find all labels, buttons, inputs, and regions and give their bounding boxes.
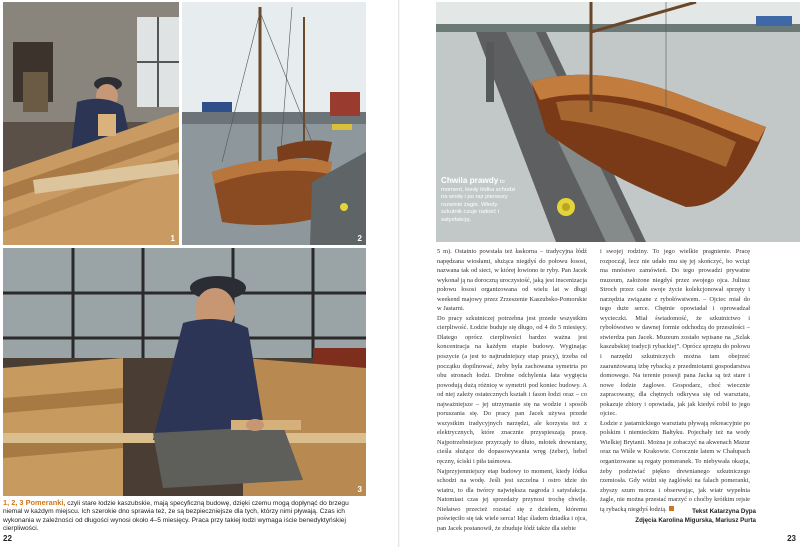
column-1-paragraph: 5 m). Ostatnio powstała też łaskorna – tradycyjna łódź napędzana wiosłami, służąca niegdyś do połowu łososi, nazwana tak od sieci, w której łowiono te ryby. Pan Jacek wykonał ją na doroczną uroczystość, jaką jest inscenizacja połowu łososi organizowana od wielu lat w długi weekend majowy przez Zrzeszenie Kaszubsko-Pomorskie w Jastarni. <box>437 248 587 313</box>
column-2-paragraph: i swojej rodziny. To jego wielkie pragnienie. Pracę rozpoczął, lecz nie udało mu się jej skończyć, bo wciąż ma mnóstwo zamówień. Do tego prowadzi prywatne muzeum, założone niegdyś przez swojego ojca. Juliusz Stroch przez całe swoje życie kolekcjonował sprzęty i narzędzia związane z rybołówstwem. – Ojciec miał do tego duże serce. Chętnie opowiadał i oprowadzał wycieczki. Miał świadomość, że szkutnictwo i rybołówstwo w dawnej formie odchodzą do przeszłości – stwierdza pan Jacek. Muzeum zostało wpisane na „Szlak kaszubskiej tradycji rybackiej”. Oprócz sprzętu do połowu i narzędzi szkutniczych można tam obejrzeć zaaranżowaną izbę rybacką z przedmiotami gospodarstwa domowego. Na terenie posesji pana Jacka są też stare i nowe łodzie żaglowe. Gospodarz, choć wiecznie zapracowany, dla chętnych odkrywa się od warsztatu, pokazuje zbiory i opowiada, jak jak kiedyś robił to jego ojciec. <box>600 248 750 418</box>
column-2-paragraph-text: Łodzie z jastarnickiego warsztatu pływają rekreacyjnie po polskim i niemieckim Bałtyku. Pojechały też na wody Wielkiej Brytanii. Można je zobaczyć na akwenach Mazur oraz na Wiśle w Krakowie. Corocznie latem w Chałupach organizowane są regaty pomeranek. To niebywała okazja, żeby podziwiać piękno drewnianego szkutniczego rzemiosła. Gdy widzi się żaglówki na falach pomeranki, zbyszy szum morza i obserwując, jak wiatr wypełnia żagle, nie można przestać marzyć o choćby krótkim rejsie tą rybacką niegdyś łodzią. <box>600 419 750 513</box>
overlay-body: to moment, kiedy łódka schodzi na wodę i po raz pierwszy rozwinie żagle. Wtedy szkutnik czuje radość i satysfakcję. <box>441 179 516 223</box>
photo-boat-at-pier <box>436 2 800 242</box>
photo-number-3: 3 <box>357 485 362 494</box>
photo-boatbuilder-workbench-image <box>3 248 366 496</box>
page-number-left: 22 <box>3 534 12 543</box>
photo-number-1: 1 <box>170 234 175 243</box>
article-column-1 <box>437 247 587 533</box>
column-2-paragraph <box>600 419 750 514</box>
right-page <box>400 0 800 547</box>
photo-caption <box>3 499 363 534</box>
page-number-right: 23 <box>787 534 796 543</box>
overlay-head: Chwila prawdy <box>441 176 499 185</box>
article-credits <box>600 508 756 525</box>
text-credit: Tekst Katarzyna Dypa <box>692 508 756 515</box>
column-1-paragraph: Najprzyjemniejszy etap budowy to moment, kiedy łódka schodzi na wodę. Jeśli jest szczelna i ostro idzie do wiatru, to dla twórcy największa nagroda i satysfakcja. Natomiast czas jej sprzedaży przynosi trochę chwilę. Niełatwo przecież rozstać się z dziełem, któremu poświęciło się tak wiele serca! Idąc śladem dziadka i ojca, pan Jacek postanowił, że zbuduje łódź także dla siebie <box>437 467 587 532</box>
photo-overlay-text <box>441 177 517 225</box>
photo-boatbuilder-planing-image <box>3 2 179 245</box>
photo-number-2: 2 <box>357 234 362 243</box>
article-column-2 <box>600 247 750 514</box>
caption-lead: 1, 2, 3 Pomeranki, <box>3 498 66 507</box>
photo-boatbuilder-workbench <box>3 248 366 496</box>
photo-sailboat-harbour <box>182 2 366 245</box>
caption-body: czyli stare łodzie kaszubskie, mają specyficzną budowę, dzięki czemu mogą dopłynąć do brzegu niemal w każdym miejscu. Ich szerokie dno sprawia też, że są bezpieczniejsze dla tych, którzy nimi pływają. Czas ich wykonania w zależności od długości wynosi około 4–5 miesięcy. Praca przy takiej łodzi wymaga iście benedyktyńskiej cierpliwości. <box>3 500 349 533</box>
photo-credit: Zdjęcia Karolina Migurska, Mariusz Purta <box>635 516 756 524</box>
column-1-paragraph: Do pracy szkutniczej potrzebna jest przede wszystkim cierpliwość. Łodzie buduje się długo, od 4 do 5 miesięcy. Dlatego oprócz cierpliwości bardzo ważna jest koncentracja na każdym etapie budowy. Wyginając poszycie (a jest to najtrudniejszy etap pracy), trzeba od początku dopilnować, żeby była zachowana symetria po obu stronach łodzi. Drobne odchylenia łata wygięcia powodują dużą różnicę w symetrii pod koniec budowy. A od niej zależy ostatecznych kształt i fason łodzi oraz – co najważniejsze – jej utrzymanie się na wodzie i sposób poruszania się. Do pracy pan Jacek używa przede wszystkim tradycyjnych narzędzi, ale korzysta też z elektrycznych, które znacznie przyspieszają pracę. Najpotrzebniejsze przyrządy to dłuto, młotek drewniany, cieśla służące do dopasowywania wręg (żeber), hebel ręczny, ściski i piła taśmowa. <box>437 314 587 466</box>
photo-sailboat-harbour-image <box>182 2 366 245</box>
photo-boatbuilder-planing <box>3 2 179 245</box>
